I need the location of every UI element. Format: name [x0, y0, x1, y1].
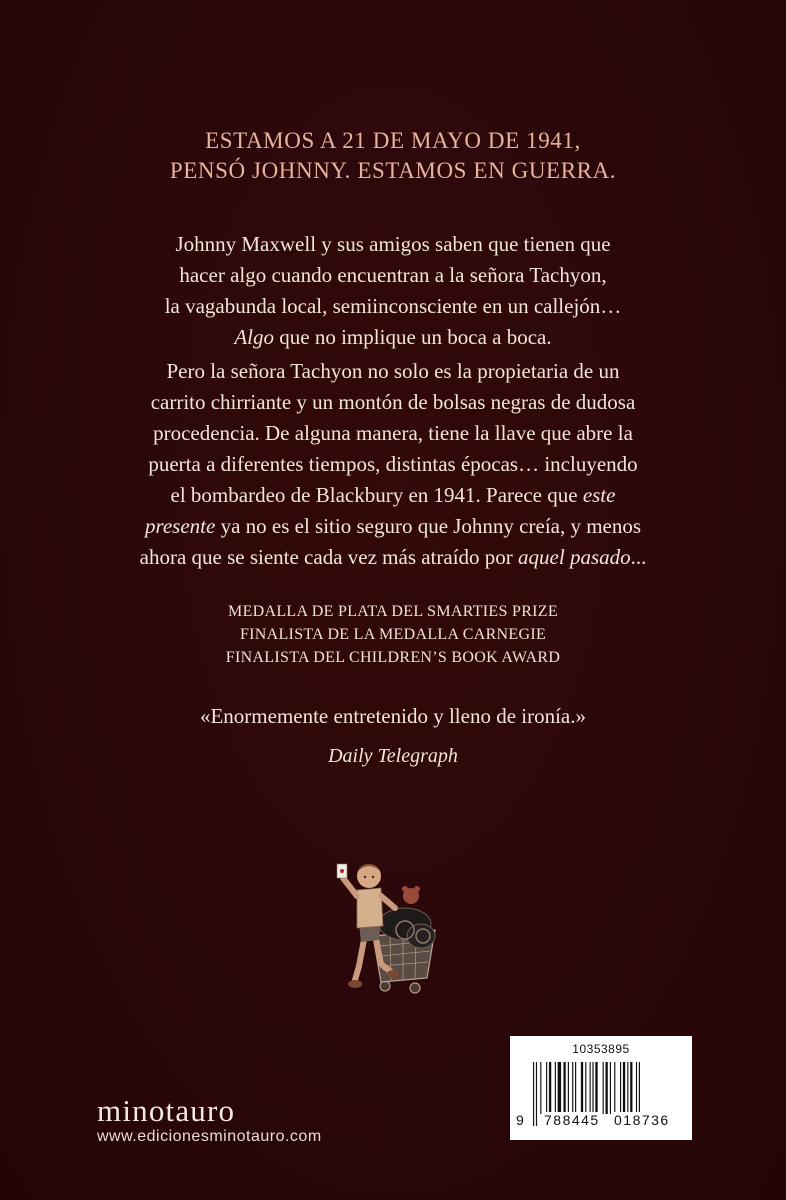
awards-list: [0, 600, 786, 669]
review-quote: «Enormemente entretenido y lleno de ironía.»: [199, 704, 587, 728]
text-run: que no implique un boca a boca.: [274, 325, 552, 349]
barcode-bar: [555, 1062, 556, 1114]
text-line: hacer algo cuando encuentran a la señora Tachyon,: [179, 263, 607, 287]
barcode-bar: [546, 1062, 547, 1114]
synopsis-paragraph-1: [0, 229, 786, 353]
barcode-bar: [558, 1062, 561, 1114]
barcode-bar: [536, 1062, 537, 1126]
text-run: ya no es el sitio seguro que Johnny creía, y menos: [215, 514, 642, 538]
text-line: la vagabunda local, semiinconsciente en un callejón…: [164, 294, 622, 318]
barcode-bar: [585, 1062, 586, 1114]
barcode-bar: [610, 1062, 611, 1114]
boy-with-shopping-cart-illustration: [335, 838, 455, 998]
italic-text: este: [582, 483, 616, 507]
text-line: [0, 480, 786, 511]
award-item: FINALISTA DEL CHILDREN’S BOOK AWARD: [225, 649, 561, 666]
text-run: ahora que se siente cada vez más atraído por: [139, 545, 519, 569]
barcode-bar: [620, 1062, 621, 1114]
barcode-bar: [606, 1062, 608, 1114]
text-run: ...: [630, 545, 647, 569]
barcode-digit-group-1: 788445: [544, 1112, 600, 1128]
barcode-id: 10353895: [572, 1042, 630, 1056]
text-line: carrito chirriante y un montón de bolsas negras de dudosa: [150, 390, 636, 414]
barcode-bar: [563, 1062, 565, 1114]
barcode-digit-group-2: 018736: [614, 1112, 670, 1128]
text-line: [0, 542, 786, 573]
italic-text: presente: [144, 514, 216, 538]
text-run: el bombardeo de Blackbury en 1941. Parece que: [170, 483, 583, 507]
text-line: Johnny Maxwell y sus amigos saben que tienen que: [175, 232, 611, 256]
synopsis-paragraph-2: [0, 356, 786, 573]
barcode-bar: [603, 1062, 604, 1114]
barcode-bar: [627, 1062, 628, 1114]
award-item: FINALISTA DE LA MEDALLA CARNEGIE: [239, 626, 547, 643]
barcode-bar: [614, 1062, 615, 1114]
review-source: Daily Telegraph: [328, 745, 458, 767]
text-line: [0, 322, 786, 353]
publisher-logo: minotauro: [97, 1093, 236, 1128]
barcode-bar: [533, 1062, 534, 1126]
barcode-bar: [595, 1062, 597, 1114]
text-line: procedencia. De alguna manera, tiene la llave que abre la: [153, 421, 633, 445]
text-line: [0, 511, 786, 542]
isbn-barcode: [510, 1036, 692, 1140]
barcode-bar: [540, 1062, 541, 1114]
headline: [0, 126, 786, 186]
barcode-bar: [630, 1062, 632, 1114]
barcode-bar: [575, 1062, 576, 1114]
text-line: puerta a diferentes tiempos, distintas épocas… incluyendo: [148, 452, 638, 476]
text-line: Pero la señora Tachyon no solo es la propietaria de un: [166, 359, 620, 383]
barcode-bar: [581, 1062, 583, 1114]
barcode-bar: [568, 1062, 569, 1114]
award-item: MEDALLA DE PLATA DEL SMARTIES PRIZE: [228, 603, 558, 620]
headline-line: ESTAMOS A 21 DE MAYO DE 1941,: [205, 128, 581, 153]
italic-text: Algo: [234, 325, 275, 349]
barcode-bar: [549, 1062, 551, 1114]
italic-text: aquel pasado: [518, 545, 631, 569]
barcode-bar: [623, 1062, 625, 1114]
barcode-first-digit: 9: [516, 1112, 526, 1128]
barcode-bar: [572, 1062, 573, 1114]
barcode-bar: [592, 1062, 593, 1114]
publisher-website: www.edicionesminotauro.com: [97, 1128, 322, 1145]
headline-line: PENSÓ JOHNNY. ESTAMOS EN GUERRA.: [169, 158, 617, 183]
